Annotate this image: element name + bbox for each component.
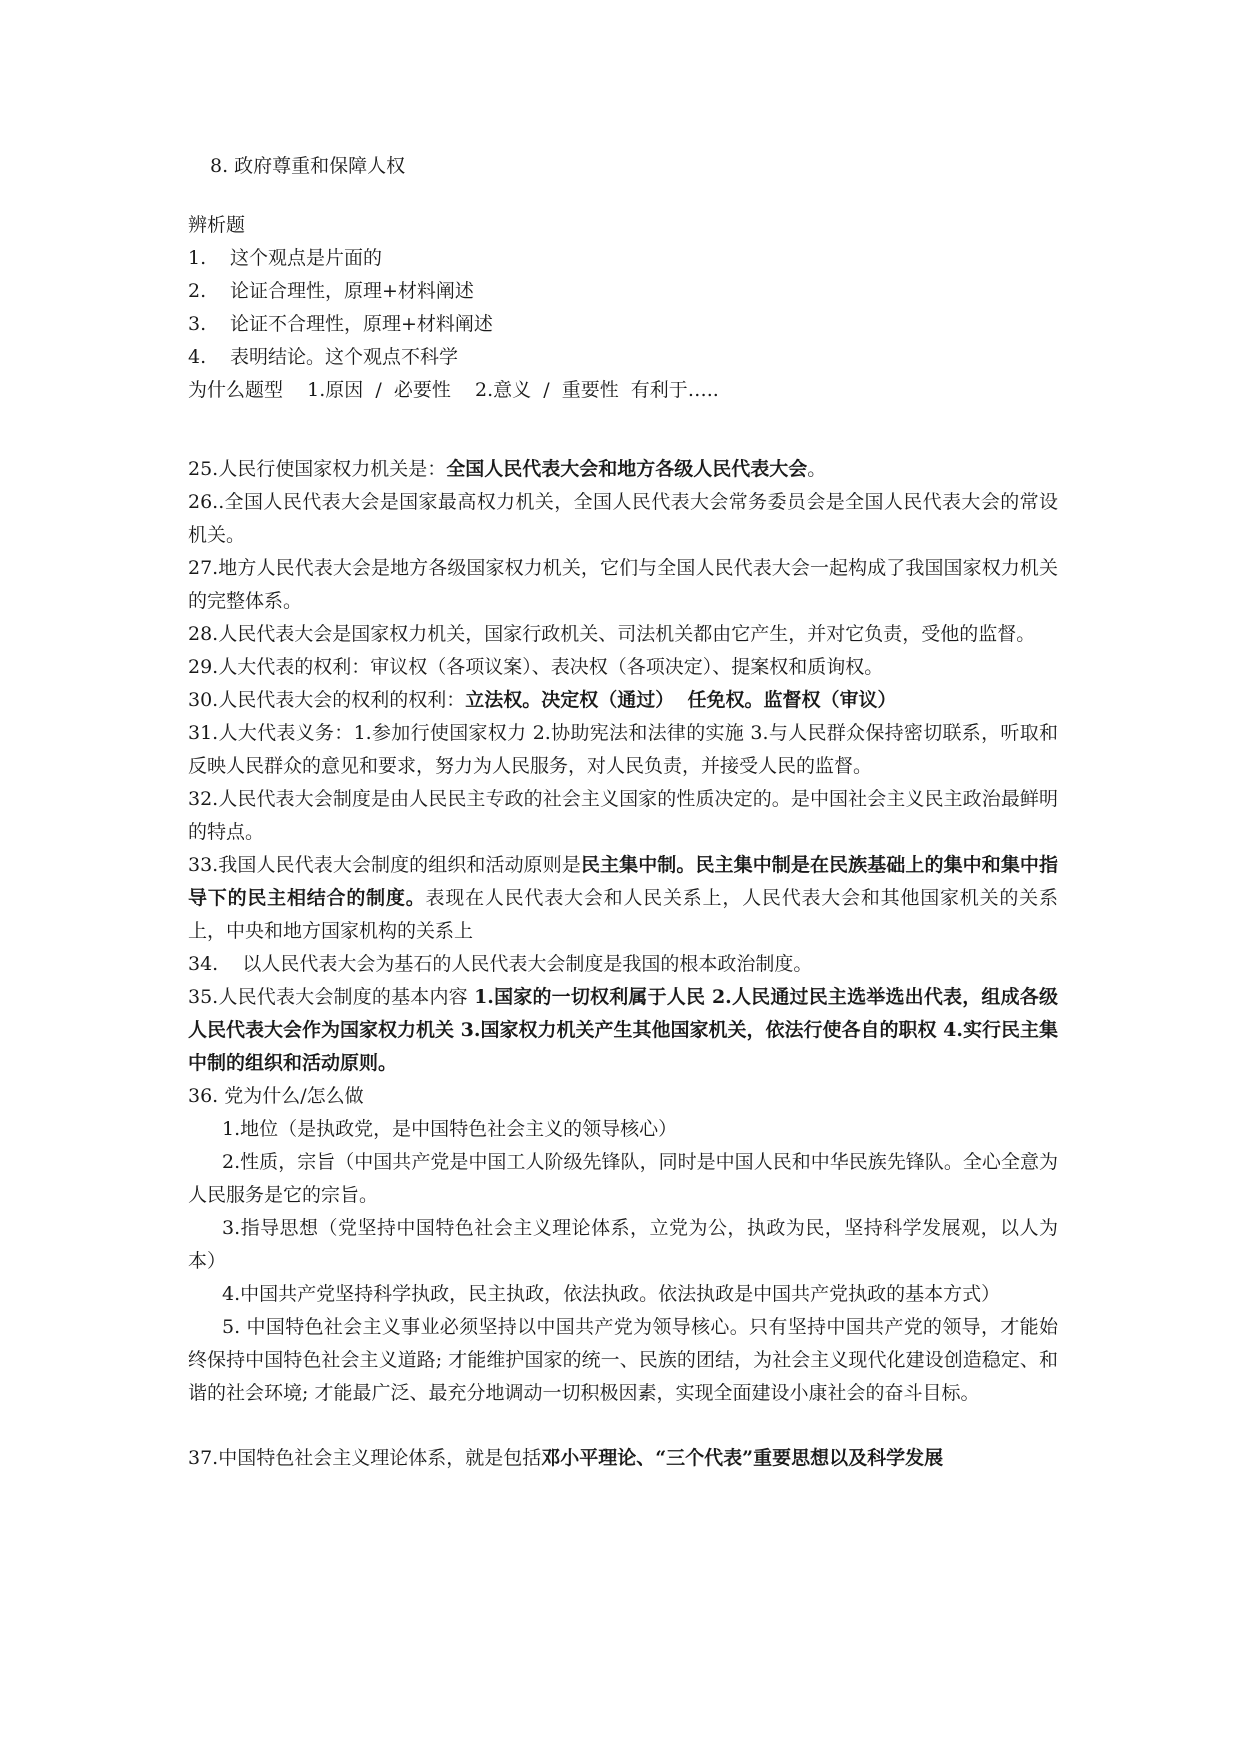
item-30: 30.人民代表大会的权利的权利：立法权。决定权（通过） 任免权。监督权（审议） — [188, 689, 897, 711]
item-37: 37.中国特色社会主义理论体系，就是包括邓小平理论、“三个代表”重要思想以及科学发展 — [188, 1447, 944, 1469]
item-35: 35.人民代表大会制度的基本内容 1.国家的一切权利属于人民 2.人民通过民主选举选出代表，组成各级人民代表大会作为国家权力机关 3.国家权力机关产生其他国家机关，依法行使各自的职权 4.实行民主集中制的组织和活动原则。 — [188, 986, 1058, 1074]
item-36-point: 2.性质，宗旨（中国共产党是中国工人阶级先锋队，同时是中国人民和中华民族先锋队。全心全意为人民服务是它的宗旨。 — [188, 1151, 1058, 1206]
analysis-step: 4. 表明结论。这个观点不科学 — [188, 346, 459, 368]
item-36-point: 1.地位（是执政党，是中国特色社会主义的领导核心） — [222, 1118, 678, 1140]
analysis-step: 2. 论证合理性，原理+材料阐述 — [188, 280, 474, 302]
item-8: 8. 政府尊重和保障人权 — [210, 155, 406, 177]
item-28: 28.人民代表大会是国家权力机关，国家行政机关、司法机关都由它产生，并对它负责，受他的监督。 — [188, 623, 1036, 645]
item-25: 25.人民行使国家权力机关是：全国人民代表大会和地方各级人民代表大会。 — [188, 458, 827, 480]
item-36-point: 5. 中国特色社会主义事业必须坚持以中国共产党为领导核心。只有坚持中国共产党的领导，才能始终保持中国特色社会主义道路; 才能维护国家的统一、民族的团结，为社会主义现代化建设创造稳定、和谐的社会环境; 才能最广泛、最充分地调动一切积极因素，实现全面建设小康社会的奋斗目标。 — [188, 1316, 1058, 1404]
item-32: 32.人民代表大会制度是由人民民主专政的社会主义国家的性质决定的。是中国社会主义民主政治最鲜明的特点。 — [188, 788, 1058, 843]
item-36-point: 3.指导思想（党坚持中国特色社会主义理论体系，立党为公，执政为民，坚持科学发展观，以人为本） — [188, 1217, 1058, 1272]
item-26: 26..全国人民代表大会是国家最高权力机关，全国人民代表大会常务委员会是全国人民代表大会的常设机关。 — [188, 491, 1058, 546]
item-34: 34. 以人民代表大会为基石的人民代表大会制度是我国的根本政治制度。 — [188, 953, 813, 975]
item-29: 29.人大代表的权利：审议权（各项议案）、表决权（各项决定）、提案权和质询权。 — [188, 656, 884, 678]
item-36-point: 4.中国共产党坚持科学执政，民主执政，依法执政。依法执政是中国共产党执政的基本方式） — [222, 1283, 1001, 1305]
item-31: 31.人大代表义务：1.参加行使国家权力 2.协助宪法和法律的实施 3.与人民群众保持密切联系，听取和反映人民群众的意见和要求，努力为人民服务，对人民负责，并接受人民的监督。 — [188, 722, 1058, 777]
analysis-heading: 辨析题 — [188, 214, 246, 236]
item-36-heading: 36. 党为什么/怎么做 — [188, 1085, 364, 1107]
analysis-step: 3. 论证不合理性，原理+材料阐述 — [188, 313, 493, 335]
document-body — [188, 150, 1058, 1475]
why-question-type: 为什么题型 1.原因 / 必要性 2.意义 / 重要性 有利于….. — [188, 379, 719, 401]
item-33: 33.我国人民代表大会制度的组织和活动原则是民主集中制。民主集中制是在民族基础上的集中和集中指导下的民主相结合的制度。表现在人民代表大会和人民关系上，人民代表大会和其他国家机关的关系上，中央和地方国家机构的关系上 — [188, 854, 1058, 942]
analysis-step: 1. 这个观点是片面的 — [188, 247, 383, 269]
item-27: 27.地方人民代表大会是地方各级国家权力机关，它们与全国人民代表大会一起构成了我国国家权力机关的完整体系。 — [188, 557, 1058, 612]
